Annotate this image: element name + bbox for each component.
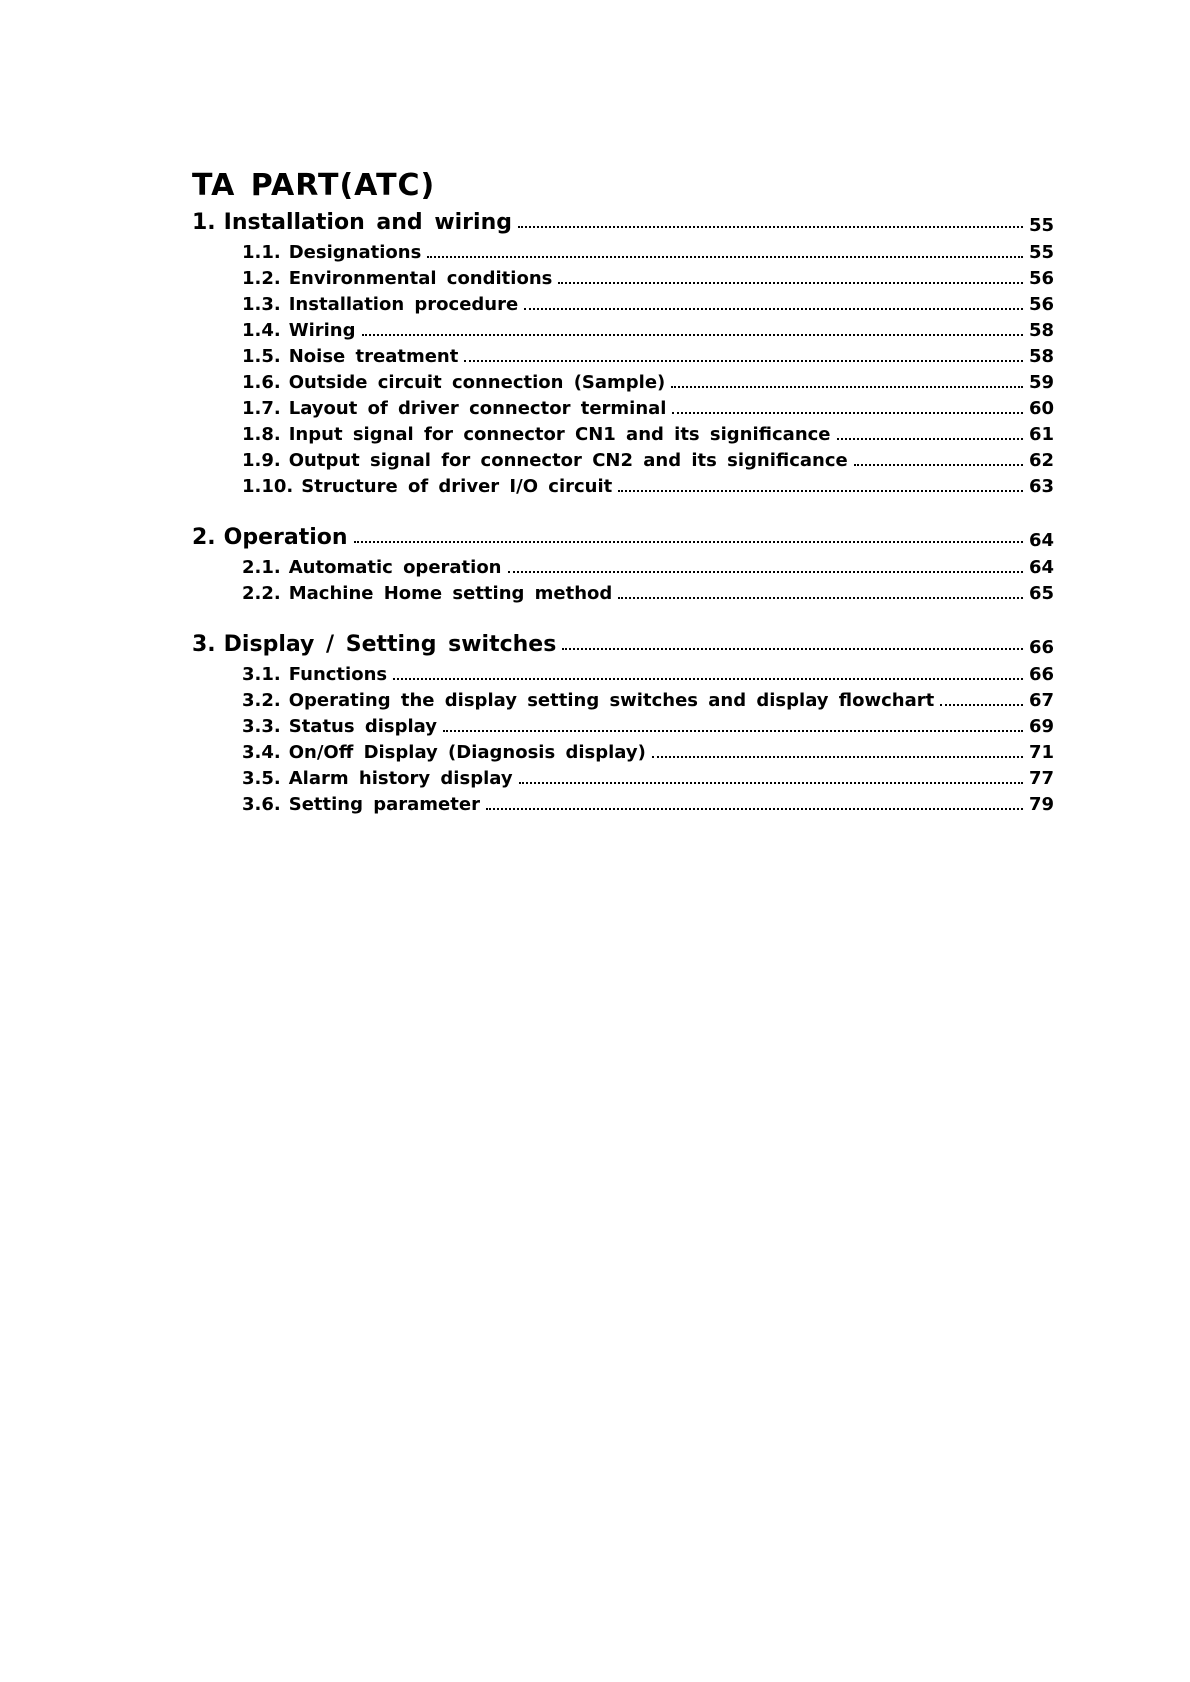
toc-number: 1.5. [242, 346, 281, 367]
toc-number: 2. [192, 525, 216, 550]
toc-number: 2.1. [242, 557, 281, 578]
toc-number: 1.7. [242, 398, 281, 419]
toc-title: Setting parameter [288, 794, 480, 815]
toc-page-number: 55 [1028, 242, 1054, 263]
dot-leader [508, 571, 1023, 573]
dot-leader [618, 490, 1023, 492]
dot-leader [940, 704, 1023, 706]
toc-number: 3.6. [242, 794, 281, 815]
toc-page-number: 61 [1028, 424, 1054, 445]
toc-number: 3.4. [242, 742, 281, 763]
toc-title: Structure of driver I/O circuit [301, 476, 613, 497]
toc-number: 1.4. [242, 320, 281, 341]
toc-number: 1.3. [242, 294, 281, 315]
toc-subentry[interactable] [192, 448, 1054, 474]
toc-title: Noise treatment [288, 346, 459, 367]
document-title: TA PART(ATC) [192, 168, 436, 203]
toc-number: 1. [192, 210, 216, 235]
toc-page-number: 59 [1028, 372, 1054, 393]
toc-subentry[interactable] [192, 474, 1054, 500]
toc-page-number: 79 [1028, 794, 1054, 815]
toc-subentry[interactable] [192, 714, 1054, 740]
dot-leader [618, 597, 1023, 599]
toc-title: Layout of driver connector terminal [288, 398, 667, 419]
toc-subentry[interactable] [192, 422, 1054, 448]
dot-leader [354, 541, 1023, 543]
toc-page-number: 58 [1028, 320, 1054, 341]
toc-title: Outside circuit connection (Sample) [288, 372, 666, 393]
dot-leader [854, 464, 1023, 466]
toc-section-2 [192, 521, 1054, 607]
toc-title: Installation procedure [288, 294, 519, 315]
toc-number: 3.5. [242, 768, 281, 789]
toc-number: 3.2. [242, 690, 281, 711]
toc-title: Operating the display setting switches and display flowchart [288, 690, 935, 711]
toc-title: Wiring [288, 320, 356, 341]
toc-title: Alarm history display [288, 768, 513, 789]
dot-leader [443, 730, 1023, 732]
toc-title: Output signal for connector CN2 and its significance [288, 450, 848, 471]
toc-subentry[interactable] [192, 266, 1054, 292]
dot-leader [427, 256, 1023, 258]
dot-leader [562, 648, 1023, 650]
toc-page-number: 56 [1028, 268, 1054, 289]
toc-entry[interactable] [192, 521, 1054, 555]
dot-leader [558, 282, 1023, 284]
toc-number: 1.10. [242, 476, 294, 497]
toc-entry[interactable] [192, 206, 1054, 240]
toc-page-number: 56 [1028, 294, 1054, 315]
toc-number: 1.8. [242, 424, 281, 445]
toc-subentry[interactable] [192, 396, 1054, 422]
toc-title: Status display [288, 716, 437, 737]
toc-title: Input signal for connector CN1 and its significance [288, 424, 831, 445]
toc-page-number: 62 [1028, 450, 1054, 471]
toc-title: Designations [288, 242, 422, 263]
dot-leader [672, 412, 1022, 414]
toc-subentry[interactable] [192, 688, 1054, 714]
toc-subentry[interactable] [192, 344, 1054, 370]
toc-title: Automatic operation [288, 557, 502, 578]
dot-leader [652, 756, 1023, 758]
toc-number: 1.2. [242, 268, 281, 289]
dot-leader [837, 438, 1023, 440]
dot-leader [519, 782, 1023, 784]
toc-page-number: 77 [1028, 768, 1054, 789]
dot-leader [671, 386, 1023, 388]
dot-leader [393, 678, 1023, 680]
toc-number: 1.6. [242, 372, 281, 393]
toc-section-3 [192, 628, 1054, 818]
dot-leader [464, 360, 1023, 362]
toc-number: 3.1. [242, 664, 281, 685]
toc-entry[interactable] [192, 628, 1054, 662]
toc-title: Display / Setting switches [223, 632, 557, 657]
toc-page-number: 71 [1028, 742, 1054, 763]
toc-title: Machine Home setting method [288, 583, 613, 604]
toc-page-number: 69 [1028, 716, 1054, 737]
toc-page-number: 65 [1028, 583, 1054, 604]
dot-leader [362, 334, 1023, 336]
toc-page-number: 66 [1028, 664, 1054, 685]
toc-subentry[interactable] [192, 766, 1054, 792]
toc-title: Operation [223, 525, 348, 550]
toc-page-number: 64 [1028, 557, 1054, 578]
toc-subentry[interactable] [192, 581, 1054, 607]
toc-number: 1.9. [242, 450, 281, 471]
toc-number: 1.1. [242, 242, 281, 263]
toc-subentry[interactable] [192, 555, 1054, 581]
toc-subentry[interactable] [192, 792, 1054, 818]
toc-subentry[interactable] [192, 370, 1054, 396]
toc-section-1 [192, 206, 1054, 500]
document-page [192, 166, 1054, 818]
toc-number: 2.2. [242, 583, 281, 604]
toc-title: Functions [288, 664, 388, 685]
toc-subentry[interactable] [192, 318, 1054, 344]
dot-leader [524, 308, 1023, 310]
toc-title: Installation and wiring [223, 210, 512, 235]
toc-page-number: 55 [1028, 215, 1054, 236]
toc-title: Environmental conditions [288, 268, 553, 289]
toc-title: On/Off Display (Diagnosis display) [288, 742, 646, 763]
toc-subentry[interactable] [192, 240, 1054, 266]
toc-page-number: 58 [1028, 346, 1054, 367]
toc-page-number: 60 [1028, 398, 1054, 419]
toc-page-number: 63 [1028, 476, 1054, 497]
dot-leader [518, 226, 1023, 228]
toc-page-number: 67 [1028, 690, 1054, 711]
toc-number: 3. [192, 632, 216, 657]
toc-page-number: 64 [1028, 530, 1054, 551]
toc-number: 3.3. [242, 716, 281, 737]
toc-subentry[interactable] [192, 662, 1054, 688]
toc-subentry[interactable] [192, 740, 1054, 766]
toc-page-number: 66 [1028, 637, 1054, 658]
toc-subentry[interactable] [192, 292, 1054, 318]
dot-leader [486, 808, 1023, 810]
